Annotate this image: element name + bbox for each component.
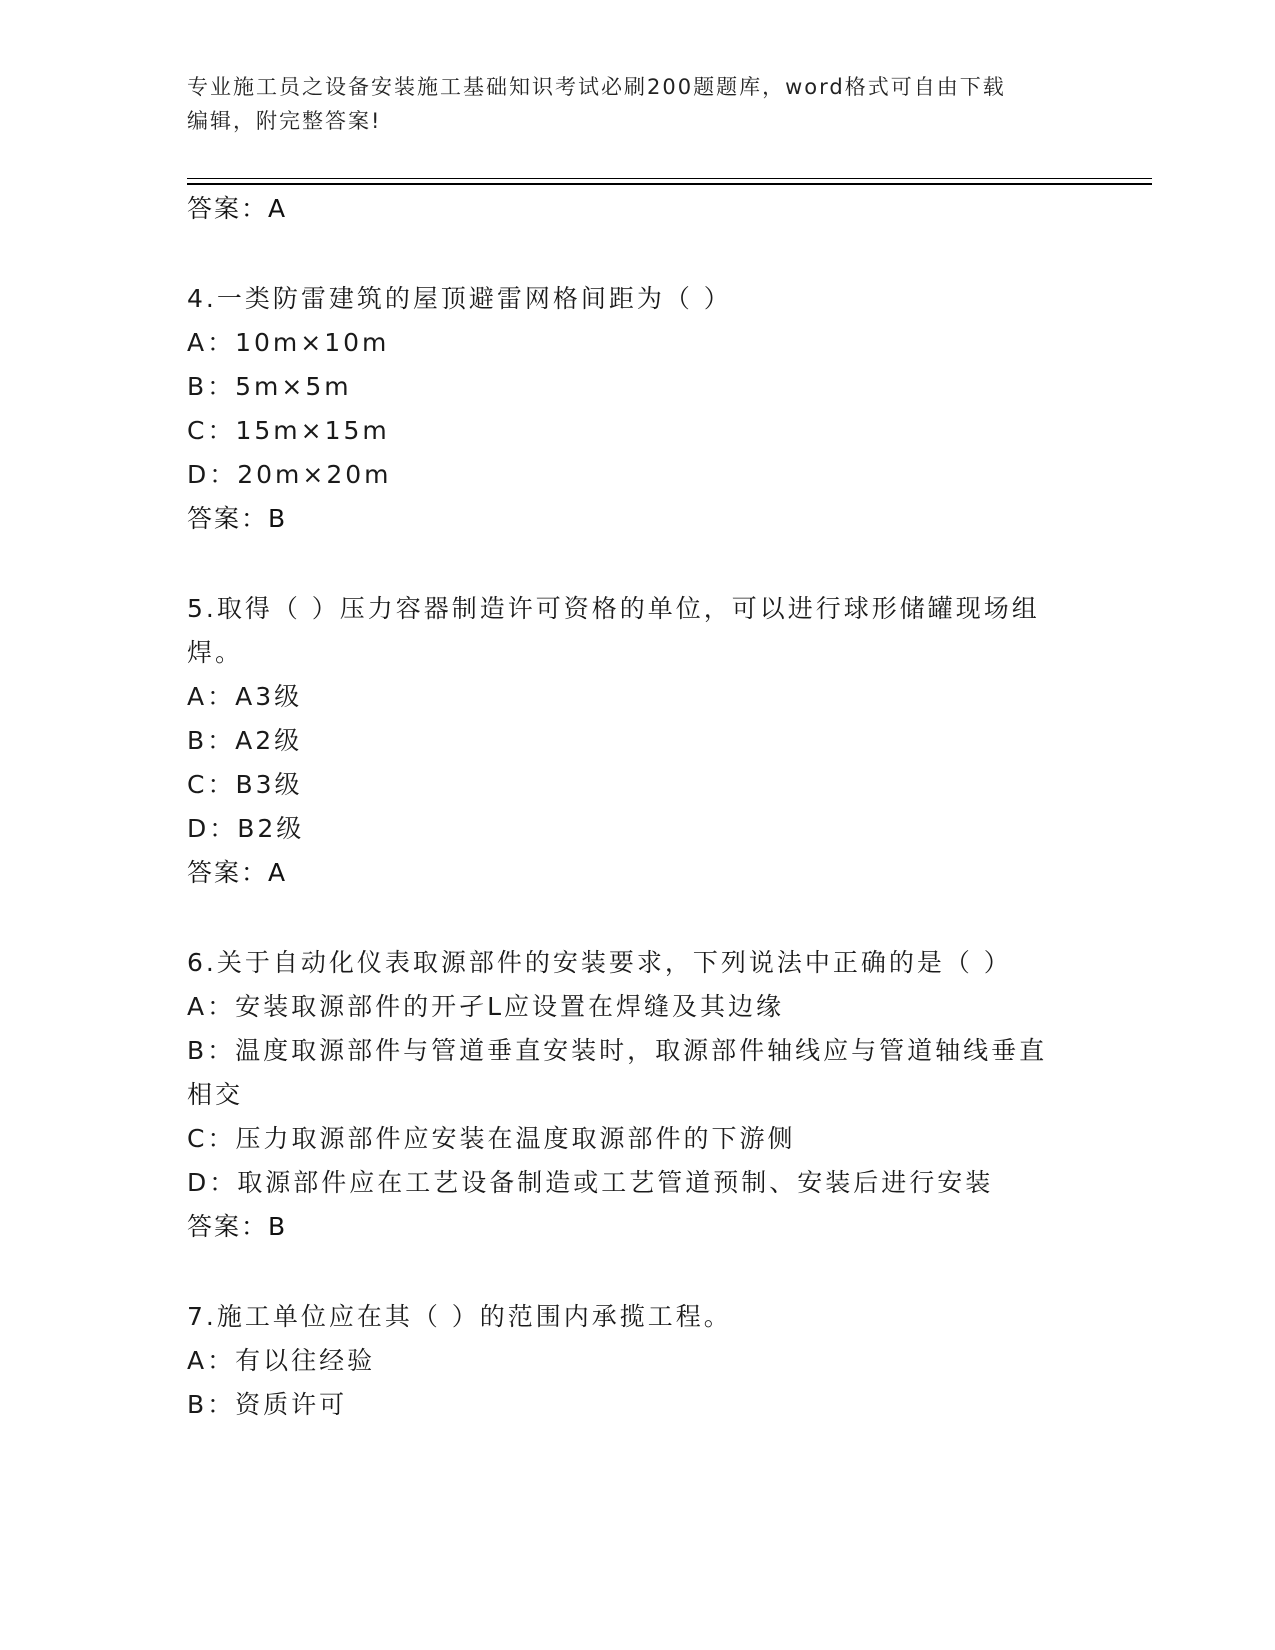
question-6-option-b-line-2: 相交 [187, 1080, 244, 1109]
question-5-option-d: D：B2级 [187, 814, 305, 843]
document-header [187, 70, 1067, 138]
answer-6: 答案：B [187, 1212, 288, 1241]
answer-5: 答案：A [187, 858, 288, 887]
header-divider-thin [187, 178, 1152, 179]
question-7-option-b: B：资质许可 [187, 1390, 348, 1419]
question-5-option-a: A：A3级 [187, 682, 303, 711]
question-6-option-c: C：压力取源部件应安装在温度取源部件的下游侧 [187, 1124, 796, 1153]
header-divider-thick [187, 183, 1152, 185]
question-4-option-b: B：5m×5m [187, 372, 352, 401]
answer-3: 答案：A [187, 194, 288, 223]
question-5-option-c: C：B3级 [187, 770, 303, 799]
question-6-stem: 6.关于自动化仪表取源部件的安装要求，下列说法中正确的是（ ） [187, 948, 1012, 977]
question-4-option-c: C：15m×15m [187, 416, 390, 445]
question-5-stem-line-2: 焊。 [187, 638, 244, 667]
question-7-stem: 7.施工单位应在其（ ）的范围内承揽工程。 [187, 1302, 732, 1331]
header-line-2: 编辑，附完整答案! [187, 109, 382, 133]
answer-4: 答案：B [187, 504, 288, 533]
question-6-option-b-line-1: B：温度取源部件与管道垂直安装时，取源部件轴线应与管道轴线垂直 [187, 1036, 1048, 1065]
question-5-option-b: B：A2级 [187, 726, 303, 755]
question-4-stem: 4.一类防雷建筑的屋顶避雷网格间距为（ ） [187, 284, 732, 313]
question-4-option-a: A：10m×10m [187, 328, 390, 357]
question-7-option-a: A：有以往经验 [187, 1346, 376, 1375]
question-5-stem-line-1: 5.取得（ ）压力容器制造许可资格的单位，可以进行球形储罐现场组 [187, 594, 1040, 623]
question-4-option-d: D：20m×20m [187, 460, 392, 489]
question-6-option-d: D：取源部件应在工艺设备制造或工艺管道预制、安装后进行安装 [187, 1168, 994, 1197]
question-6-option-a: A：安装取源部件的开孑L应设置在焊缝及其边缘 [187, 992, 785, 1021]
header-line-1: 专业施工员之设备安装施工基础知识考试必刷200题题库，word格式可自由下载 [187, 75, 1006, 99]
